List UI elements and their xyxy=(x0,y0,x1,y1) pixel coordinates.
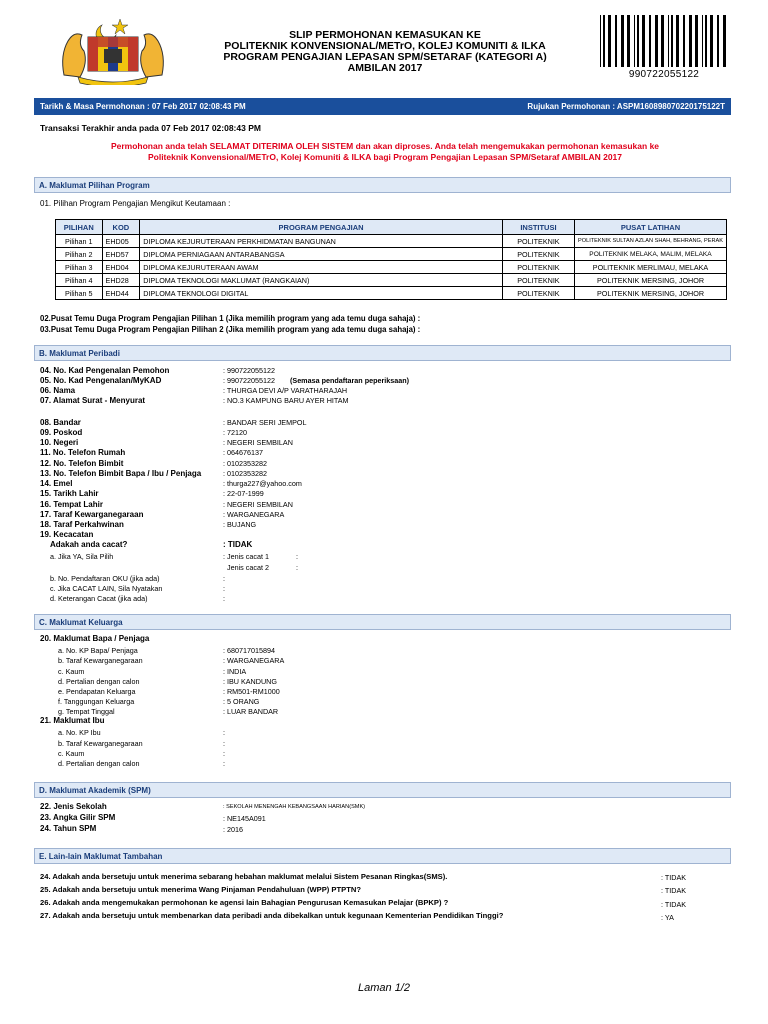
field-value-emel: : thurga227@yahoo.com xyxy=(223,479,302,488)
bapa-tanggungan-label: f. Tanggungan Keluarga xyxy=(58,697,135,706)
section-d-header xyxy=(34,782,731,798)
data-consent-answer: : YA xyxy=(661,913,674,922)
cacat-c-value: : xyxy=(223,584,225,593)
ibu-warganegara-value: : xyxy=(223,739,225,748)
jenis-cacat-1: : Jenis cacat 1 xyxy=(223,552,269,561)
cell-pusat-latihan: POLITEKNIK MERLIMAU, MELAKA xyxy=(575,261,727,274)
notice-line-1: Permohonan anda telah SELAMAT DITERIMA OLEH SISTEM dan akan diproses. Anda telah mengemukakan permohonan kemasukan ke xyxy=(110,141,660,151)
jenis-cacat-2-value: : xyxy=(296,563,298,572)
coat-of-arms-icon xyxy=(58,15,168,85)
field-label-alamat: 07. Alamat Surat - Menyurat xyxy=(40,396,146,405)
bapa-pendapatan-value: : RM501-RM1000 xyxy=(223,687,280,696)
bapa-ic-label: a. No. KP Bapa/ Penjaga xyxy=(58,646,138,655)
field-value-poskod: : 72120 xyxy=(223,428,247,437)
cacat-b-value: : xyxy=(223,574,225,583)
interview-center-2: 03.Pusat Temu Duga Program Pengajian Pilihan 2 (Jika memilih program yang ada temu duga sahaja) : xyxy=(40,325,421,334)
field-value-tel-penjaga: : 0102353282 xyxy=(223,469,267,478)
cell-program: DIPLOMA PERNIAGAAN ANTARABANGSA xyxy=(140,248,503,261)
notice-line-2: Politeknik Konvensional/METrO, Kolej Komuniti & ILKA bagi Program Pengajian Lepasan SPM/Setaraf AMBILAN 2017 xyxy=(147,152,623,162)
title-line-2: POLITEKNIK KONVENSIONAL/METrO, KOLEJ KOMUNITI & ILKA xyxy=(224,40,546,52)
field-value-tel-rumah: : 064676137 xyxy=(223,448,263,457)
table-header-row xyxy=(56,220,727,235)
bapa-pertalian-value: : IBU KANDUNG xyxy=(223,677,277,686)
ibu-ic-value: : xyxy=(223,728,225,737)
col-pilihan: PILIHAN xyxy=(56,220,103,235)
cacat-question: Adakah anda cacat? xyxy=(50,540,128,549)
field-value-nama: : THURGA DEVI A/P VARATHARAJAH xyxy=(223,386,348,395)
angka-gilir-value: : NE145A091 xyxy=(223,814,266,823)
field-label-nama: 06. Nama xyxy=(40,386,76,395)
field-label-tel-penjaga: 13. No. Telefon Bimbit Bapa / Ibu / Penjaga xyxy=(40,469,202,478)
page-number: Laman 1/2 xyxy=(358,982,410,994)
cell-pilihan: Pilihan 4 xyxy=(56,274,103,287)
cell-institusi: POLITEKNIK xyxy=(502,261,574,274)
ibu-ic-label: a. No. KP Ibu xyxy=(58,728,101,737)
bpkp-question: 26. Adakah anda mengemukakan permohonan ke agensi lain Bahagian Pengurusan Kemasukan Pelajar (BPKP) ? xyxy=(40,898,449,907)
cell-kod: EHD04 xyxy=(102,261,140,274)
program-choice-question: 01. Pilihan Program Pengajian Mengikut Keutamaan : xyxy=(40,199,231,208)
bapa-tempat-tinggal-label: g. Tempat Tinggal xyxy=(58,707,115,716)
bapa-tempat-tinggal-value: : LUAR BANDAR xyxy=(223,707,279,716)
cell-program: DIPLOMA TEKNOLOGI MAKLUMAT (RANGKAIAN) xyxy=(140,274,503,287)
bapa-kaum-label: c. Kaum xyxy=(58,667,85,676)
application-info-bar xyxy=(34,98,731,115)
acceptance-notice xyxy=(40,141,730,163)
field-value-bandar: : BANDAR SERI JEMPOL xyxy=(223,418,307,427)
wpp-question: 25. Adakah anda bersetuju untuk menerima Wang Pinjaman Pendahuluan (WPP) PTPTN? xyxy=(40,885,361,894)
sms-question: 24. Adakah anda bersetuju untuk menerima sebarang hebahan maklumat melalui Sistem Pesanan Ringkas(SMS). xyxy=(40,872,448,881)
bapa-warganegara-label: b. Taraf Kewarganegaraan xyxy=(58,656,143,665)
cell-program: DIPLOMA KEJURUTERAAN PERKHIDMATAN BANGUNAN xyxy=(140,235,503,248)
field-value-perkahwinan: : BUJANG xyxy=(223,520,257,529)
cell-pusat-latihan: POLITEKNIK SULTAN AZLAN SHAH, BEHRANG, PERAK xyxy=(575,235,727,248)
bapa-tanggungan-value: : 5 ORANG xyxy=(223,697,260,706)
cell-pilihan: Pilihan 3 xyxy=(56,261,103,274)
interview-center-1: 02.Pusat Temu Duga Program Pengajian Pilihan 1 (Jika memilih program yang ada temu duga sahaja) : xyxy=(40,314,421,323)
bapa-heading: 20. Maklumat Bapa / Penjaga xyxy=(40,634,150,643)
cell-kod: EHD57 xyxy=(102,248,140,261)
field-label-mykad: 05. No. Kad Pengenalan/MyKAD xyxy=(40,376,162,385)
section-b-title: B. Maklumat Peribadi xyxy=(39,349,120,358)
title-line-1: SLIP PERMOHONAN KEMASUKAN KE xyxy=(289,29,481,41)
col-institusi: INSTITUSI xyxy=(502,220,574,235)
bapa-ic-value: : 680717015894 xyxy=(223,646,275,655)
cacat-a-label: a. Jika YA, Sila Pilih xyxy=(50,552,114,561)
cell-kod: EHD44 xyxy=(102,287,140,300)
cell-pusat-latihan: POLITEKNIK MERSING, JOHOR xyxy=(575,274,727,287)
program-choices-table xyxy=(55,219,727,300)
title-line-4: AMBILAN 2017 xyxy=(347,62,423,74)
cell-program: DIPLOMA KEJURUTERAAN AWAM xyxy=(140,261,503,274)
table-row xyxy=(56,235,727,248)
field-label-perkahwinan: 18. Taraf Perkahwinan xyxy=(40,520,124,529)
sms-answer: : TIDAK xyxy=(661,873,687,882)
cell-institusi: POLITEKNIK xyxy=(502,248,574,261)
field-value-kewarganegaraan: : WARGANEGARA xyxy=(223,510,285,519)
section-e-title: E. Lain-lain Maklumat Tambahan xyxy=(39,852,163,861)
field-value-tempat-lahir: : NEGERI SEMBILAN xyxy=(223,500,293,509)
cell-kod: EHD05 xyxy=(102,235,140,248)
barcode-number: 990722055122 xyxy=(628,69,700,80)
bapa-warganegara-value: : WARGANEGARA xyxy=(223,656,285,665)
title-line-3: PROGRAM PENGAJIAN LEPASAN SPM/SETARAF (KATEGORI A) xyxy=(223,51,547,63)
wpp-answer: : TIDAK xyxy=(661,886,687,895)
field-note-mykad: (Semasa pendaftaran peperiksaan) xyxy=(290,376,410,385)
table-row xyxy=(56,287,727,300)
ibu-pertalian-label: d. Pertalian dengan calon xyxy=(58,759,140,768)
table-row xyxy=(56,261,727,274)
field-label-negeri: 10. Negeri xyxy=(40,438,79,447)
section-e-header xyxy=(34,848,731,864)
jenis-cacat-1-value: : xyxy=(296,552,298,561)
section-a-title: A. Maklumat Pilihan Program xyxy=(39,181,150,190)
cacat-d-label: d. Keterangan Cacat (jika ada) xyxy=(50,594,148,603)
tahun-spm-label: 24. Tahun SPM xyxy=(40,824,97,833)
ibu-kaum-value: : xyxy=(223,749,225,758)
ibu-heading: 21. Maklumat Ibu xyxy=(40,716,105,725)
ibu-pertalian-value: : xyxy=(223,759,225,768)
col-program: PROGRAM PENGAJIAN xyxy=(140,220,503,235)
data-consent-question: 27. Adakah anda bersetuju untuk membenarkan data peribadi anda dibekalkan untuk kegunaan Kementerian Pendidikan Tinggi? xyxy=(40,911,504,920)
cell-pilihan: Pilihan 2 xyxy=(56,248,103,261)
cacat-c-label: c. Jika CACAT LAIN, Sila Nyatakan xyxy=(50,584,163,593)
cell-pilihan: Pilihan 1 xyxy=(56,235,103,248)
section-b-header xyxy=(34,345,731,361)
bapa-pendapatan-label: e. Pendapatan Keluarga xyxy=(58,687,136,696)
field-label-kecacatan: 19. Kecacatan xyxy=(40,530,94,539)
field-label-kewarganegaraan: 17. Taraf Kewarganegaraan xyxy=(40,510,144,519)
section-c-header xyxy=(34,614,731,630)
cell-pilihan: Pilihan 5 xyxy=(56,287,103,300)
cacat-d-value: : xyxy=(223,594,225,603)
bapa-pertalian-label: d. Pertalian dengan calon xyxy=(58,677,140,686)
field-label-poskod: 09. Poskod xyxy=(40,428,83,437)
field-value-tarikh-lahir: : 22-07-1999 xyxy=(223,489,264,498)
application-datetime: Tarikh & Masa Permohonan : 07 Feb 2017 02:08:43 PM xyxy=(40,102,246,111)
cell-institusi: POLITEKNIK xyxy=(502,274,574,287)
table-row xyxy=(56,274,727,287)
section-d-title: D. Maklumat Akademik (SPM) xyxy=(39,786,151,795)
cell-institusi: POLITEKNIK xyxy=(502,235,574,248)
cell-institusi: POLITEKNIK xyxy=(502,287,574,300)
ibu-warganegara-label: b. Taraf Kewarganegaraan xyxy=(58,739,143,748)
field-value-negeri: : NEGERI SEMBILAN xyxy=(223,438,293,447)
field-label-tarikh-lahir: 15. Tarikh Lahir xyxy=(40,489,99,498)
application-reference: Rujukan Permohonan : ASPM160898070220175122T xyxy=(527,102,725,111)
cell-pusat-latihan: POLITEKNIK MELAKA, MALIM, MELAKA xyxy=(575,248,727,261)
bpkp-answer: : TIDAK xyxy=(661,900,687,909)
slip-title xyxy=(190,30,580,74)
field-value-tel-bimbit: : 0102353282 xyxy=(223,459,267,468)
jenis-sekolah-label: 22. Jenis Sekolah xyxy=(40,802,107,811)
field-value-mykad: : 990722055122 xyxy=(223,376,275,385)
cell-program: DIPLOMA TEKNOLOGI DIGITAL xyxy=(140,287,503,300)
cell-pusat-latihan: POLITEKNIK MERSING, JOHOR xyxy=(575,287,727,300)
cell-kod: EHD28 xyxy=(102,274,140,287)
col-kod: KOD xyxy=(102,220,140,235)
field-label-ic: 04. No. Kad Pengenalan Pemohon xyxy=(40,366,170,375)
field-label-tel-bimbit: 12. No. Telefon Bimbit xyxy=(40,459,124,468)
table-row xyxy=(56,248,727,261)
barcode-icon xyxy=(598,15,730,67)
section-c-title: C. Maklumat Keluarga xyxy=(39,618,123,627)
jenis-sekolah-value: : SEKOLAH MENENGAH KEBANGSAAN HARIAN(SMK) xyxy=(223,804,366,810)
bapa-kaum-value: : INDIA xyxy=(223,667,247,676)
field-label-bandar: 08. Bandar xyxy=(40,418,81,427)
last-transaction: Transaksi Terakhir anda pada 07 Feb 2017 02:08:43 PM xyxy=(40,123,261,133)
field-value-ic: : 990722055122 xyxy=(223,366,275,375)
jenis-cacat-2: Jenis cacat 2 xyxy=(227,563,269,572)
tahun-spm-value: : 2016 xyxy=(223,825,243,834)
field-value-alamat: : NO.3 KAMPUNG BARU AYER HITAM xyxy=(223,396,349,405)
section-a-header xyxy=(34,177,731,193)
ibu-kaum-label: c. Kaum xyxy=(58,749,85,758)
col-pusat-latihan: PUSAT LATIHAN xyxy=(575,220,727,235)
field-label-tempat-lahir: 16. Tempat Lahir xyxy=(40,500,103,509)
angka-gilir-label: 23. Angka Gilir SPM xyxy=(40,813,116,822)
cacat-b-label: b. No. Pendaftaran OKU (jika ada) xyxy=(50,574,160,583)
field-label-emel: 14. Emel xyxy=(40,479,73,488)
field-label-tel-rumah: 11. No. Telefon Rumah xyxy=(40,448,126,457)
cacat-value: : TIDAK xyxy=(223,540,253,549)
